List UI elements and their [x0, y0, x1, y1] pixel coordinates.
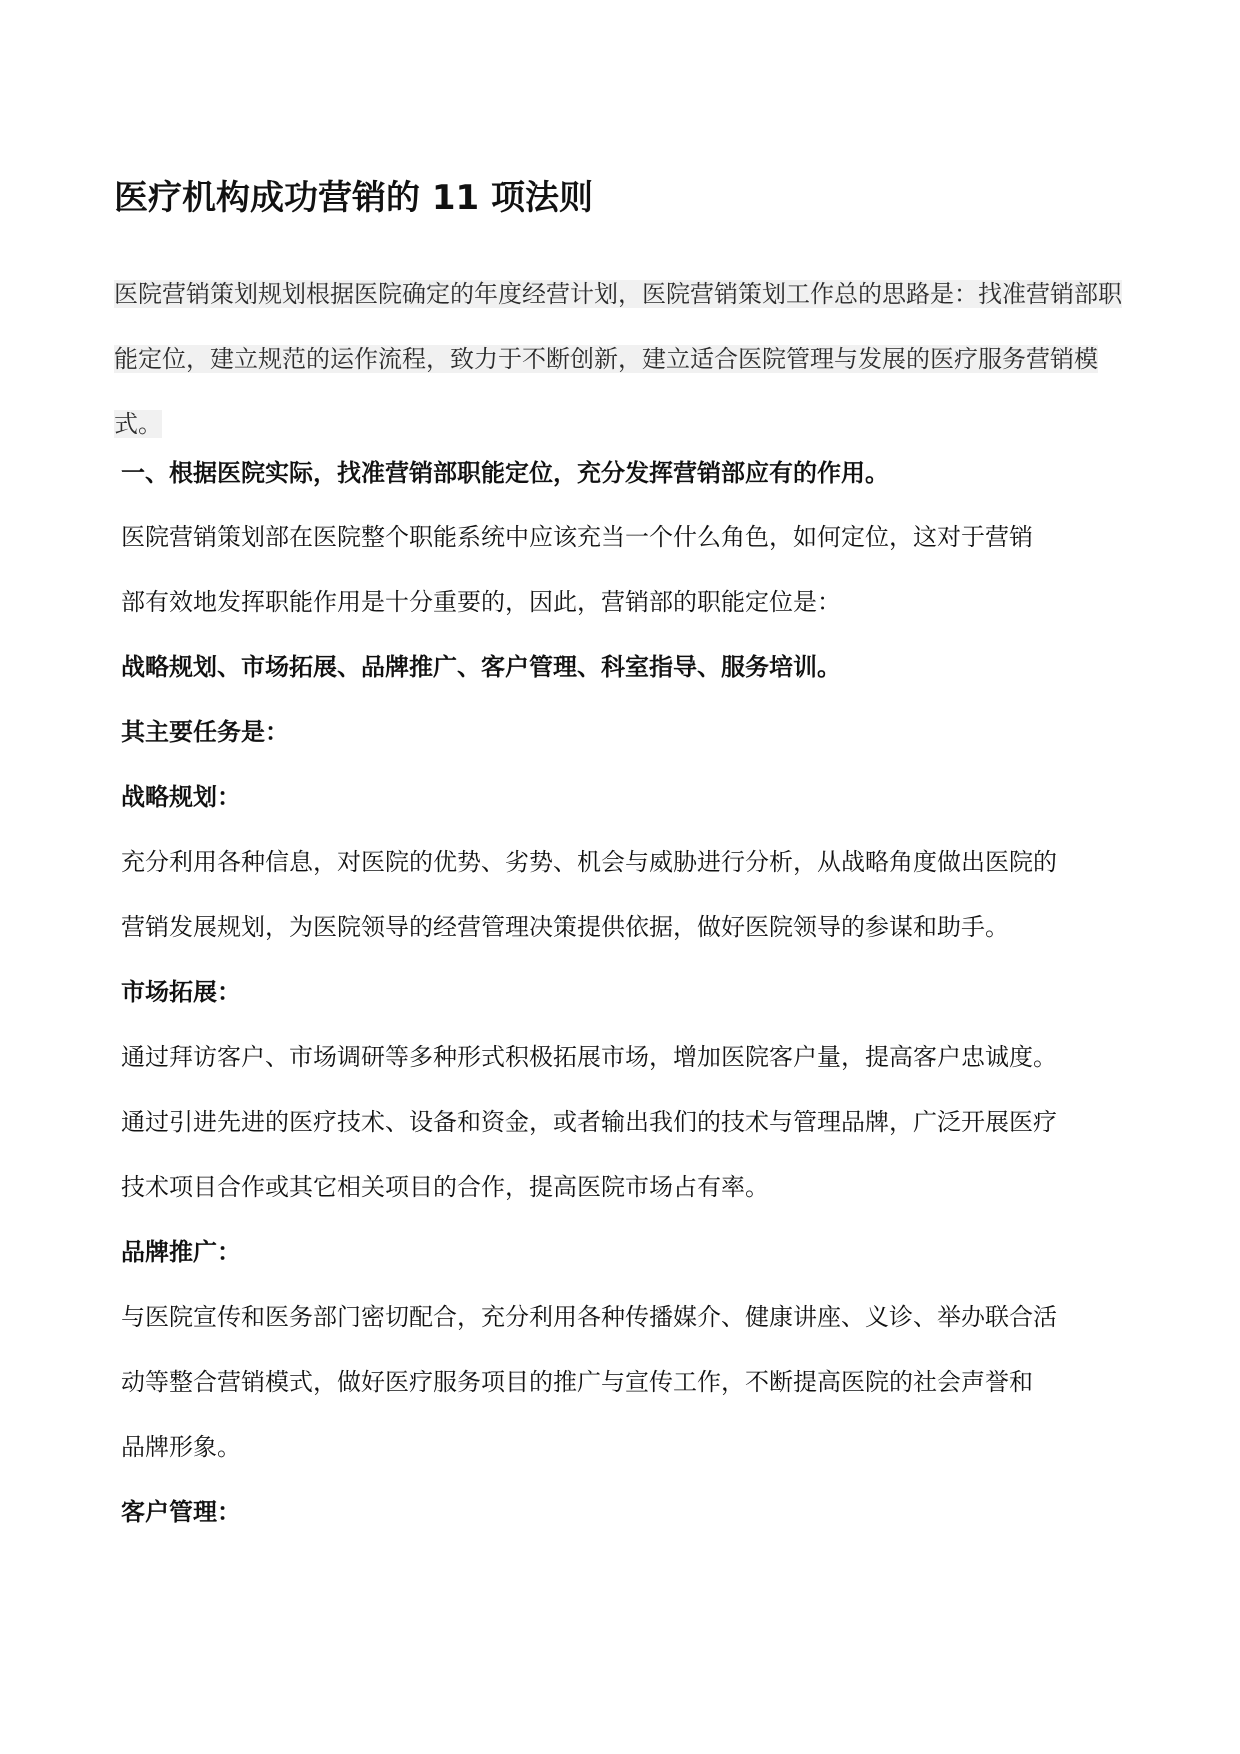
- intro-text: 医院营销策划规划根据医院确定的年度经营计划，医院营销策划工作总的思路是：找准营销部职能定位，建立规范的运作流程，致力于不断创新，建立适合医院管理与发展的医疗服务营销模式。: [114, 280, 1122, 438]
- paragraph-line: 与医院宣传和医务部门密切配合，充分利用各种传播媒介、健康讲座、义诊、举办联合活: [121, 1303, 1057, 1331]
- paragraph-line: 技术项目合作或其它相关项目的合作，提高医院市场占有率。: [121, 1173, 769, 1201]
- subheading-customer-management: 客户管理：: [121, 1498, 241, 1526]
- intro-paragraph: [114, 262, 1134, 457]
- subheading-brand-promotion: 品牌推广：: [121, 1238, 241, 1266]
- paragraph-line: 充分利用各种信息，对医院的优势、劣势、机会与威胁进行分析，从战略角度做出医院的: [121, 848, 1057, 876]
- subheading-market-expansion: 市场拓展：: [121, 978, 241, 1006]
- paragraph-line: 部有效地发挥职能作用是十分重要的，因此，营销部的职能定位是：: [121, 588, 841, 616]
- paragraph-line: 通过拜访客户、市场调研等多种形式积极拓展市场，增加医院客户量，提高客户忠诚度。: [121, 1043, 1057, 1071]
- subheading-main-tasks: 其主要任务是：: [121, 718, 289, 746]
- subheading-strategy-planning: 战略规划：: [121, 783, 241, 811]
- paragraph-line: 通过引进先进的医疗技术、设备和资金，或者输出我们的技术与管理品牌，广泛开展医疗: [121, 1108, 1057, 1136]
- document-title: 医疗机构成功营销的 11 项法则: [114, 178, 593, 218]
- paragraph-line: 动等整合营销模式，做好医疗服务项目的推广与宣传工作，不断提高医院的社会声誉和: [121, 1368, 1033, 1396]
- paragraph-line: 品牌形象。: [121, 1433, 241, 1461]
- paragraph-line: 医院营销策划部在医院整个职能系统中应该充当一个什么角色，如何定位，这对于营销: [121, 523, 1033, 551]
- section-heading-1: 一、根据医院实际，找准营销部职能定位，充分发挥营销部应有的作用。: [121, 459, 889, 487]
- paragraph-line: 营销发展规划，为医院领导的经营管理决策提供依据，做好医院领导的参谋和助手。: [121, 913, 1009, 941]
- function-summary: 战略规划、市场拓展、品牌推广、客户管理、科室指导、服务培训。: [121, 653, 841, 681]
